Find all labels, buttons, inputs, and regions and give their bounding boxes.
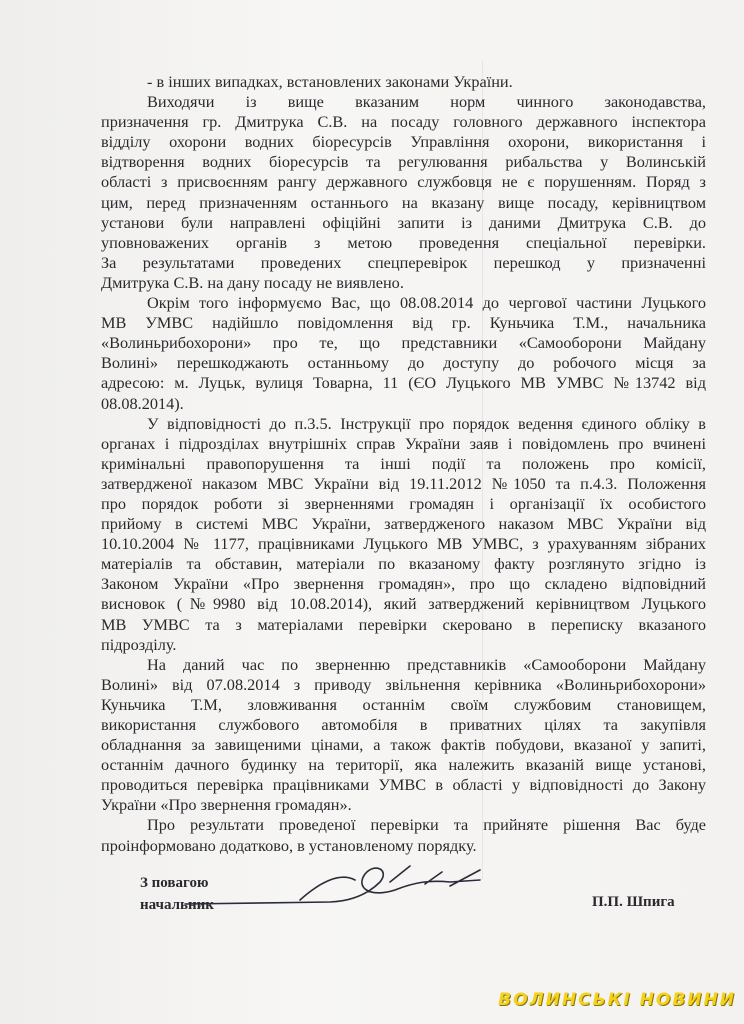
signatory-name: П.П. Шпига [592, 894, 675, 910]
text-line: області з присвоєнням рангу державного службовця не є порушенням. Поряд з [101, 172, 706, 192]
text-line: Виходячи із вище вказаним норм чинного законодавства, [147, 92, 706, 112]
text-line: 10.10.2004 № 1177, працівниками Луцького МВ УМВС, з урахуванням зібраних [101, 534, 706, 554]
letter-body [101, 72, 706, 856]
paragraph [101, 72, 706, 92]
text-line: підрозділу. [101, 634, 177, 654]
watermark-logo: ВОЛИНСЬКІ НОВИНИ [498, 990, 736, 1010]
text-line: На даний час по зверненню представників «Самооборони Майдану [147, 654, 706, 674]
paragraph [101, 414, 706, 655]
text-line: МВ УМВС надійшло повідомлення від гр. Куньчика Т.М., начальника [101, 313, 706, 333]
text-line: останнім дачного будинку на території, яка належить вказаній вище установі, [101, 755, 706, 775]
text-line: За результатами проведених спецперевірок перешкод у призначенні [101, 252, 706, 272]
paragraph [101, 815, 706, 855]
text-line: Дмитрука С.В. на дану посаду не виявлено. [101, 272, 404, 292]
paragraph [101, 92, 706, 293]
paragraph [101, 655, 706, 816]
text-line: Волині» від 07.08.2014 з приводу звільнення керівника «Волиньрибохорони» [101, 674, 706, 694]
text-line: - в інших випадках, встановлених законами України. [147, 72, 513, 91]
text-line: обладнання за завищеними цінами, а також фактів побудови, вказаної у запиті, [101, 735, 706, 755]
text-line: про порядок роботи зі зверненнями громадян і організації їх особистого [101, 493, 706, 513]
text-line: відтворення водних біоресурсів та регулювання рибальства у Волинській [101, 152, 706, 172]
closing-greeting: З повагою [140, 875, 209, 891]
text-line: матеріалів та обставин, матеріали по вказаному факту розглянуто згідно із [101, 554, 706, 574]
text-line: МВ УМВС та з матеріалами перевірки скеровано в переписку вказаного [101, 614, 706, 634]
text-line: Волині» перешкоджають останньому до доступу до робочого місця за [101, 353, 706, 373]
text-line: Куньчика Т.М, зловживання останнім своїм службовим становищем, [101, 694, 706, 714]
text-line: Законом України «Про звернення громадян», про що складено відповідний [101, 574, 706, 594]
handwritten-signature [180, 852, 500, 912]
text-line: адресою: м. Луцьк, вулиця Товарна, 11 (ЄО Луцького МВ УМВС №13742 від [101, 373, 706, 393]
closing-position: начальник [140, 897, 214, 913]
text-line: цим, перед призначенням останнього на вказану вище посаду, керівництвом [101, 192, 706, 212]
text-line: установи були направлені офіційні запити із даними Дмитрука С.В. до [101, 212, 706, 232]
text-line: Про результати проведеної перевірки та прийняте рішення Вас буде [147, 815, 706, 835]
text-line: проводиться перевірка працівниками УМВС в області у відповідності до Закону [101, 775, 706, 795]
text-line: України «Про звернення громадян». [101, 795, 352, 815]
text-line: «Волиньрибохорони» про те, що представники «Самооборони Майдану [101, 333, 706, 353]
text-line: проінформовано додатково, в установленому порядку. [101, 835, 477, 855]
text-line: прийому в системі МВС України, затвердженого наказом МВС України від [101, 514, 706, 534]
text-line: уповноважених органів з метою проведення спеціальної перевірки. [101, 232, 706, 252]
text-line: призначення гр. Дмитрука С.В. на посаду головного державного інспектора [101, 112, 706, 132]
text-line: Окрім того інформуємо Вас, що 08.08.2014 до чергової частини Луцького [147, 293, 706, 313]
text-line: затвердженої наказом МВС України від 19.11.2012 №1050 та п.4.3. Положення [101, 473, 706, 493]
paragraph [101, 293, 706, 414]
text-line: відділу охорони водних біоресурсів Управління охорони, використання і [101, 132, 706, 152]
text-line: використання службового автомобіля в приватних цілях та закупівля [101, 715, 706, 734]
text-line: висновок (№9980 від 10.08.2014), який затверджений керівництвом Луцького [101, 594, 706, 614]
text-line: органах і підрозділах внутрішніх справ України заяв і повідомлень про вчинені [101, 433, 706, 453]
text-line: кримінальні правопорушення та інші події та положень про комісії, [101, 453, 706, 473]
text-line: 08.08.2014). [101, 393, 184, 413]
text-line: У відповідності до п.3.5. Інструкції про порядок ведення єдиного обліку в [147, 413, 706, 433]
